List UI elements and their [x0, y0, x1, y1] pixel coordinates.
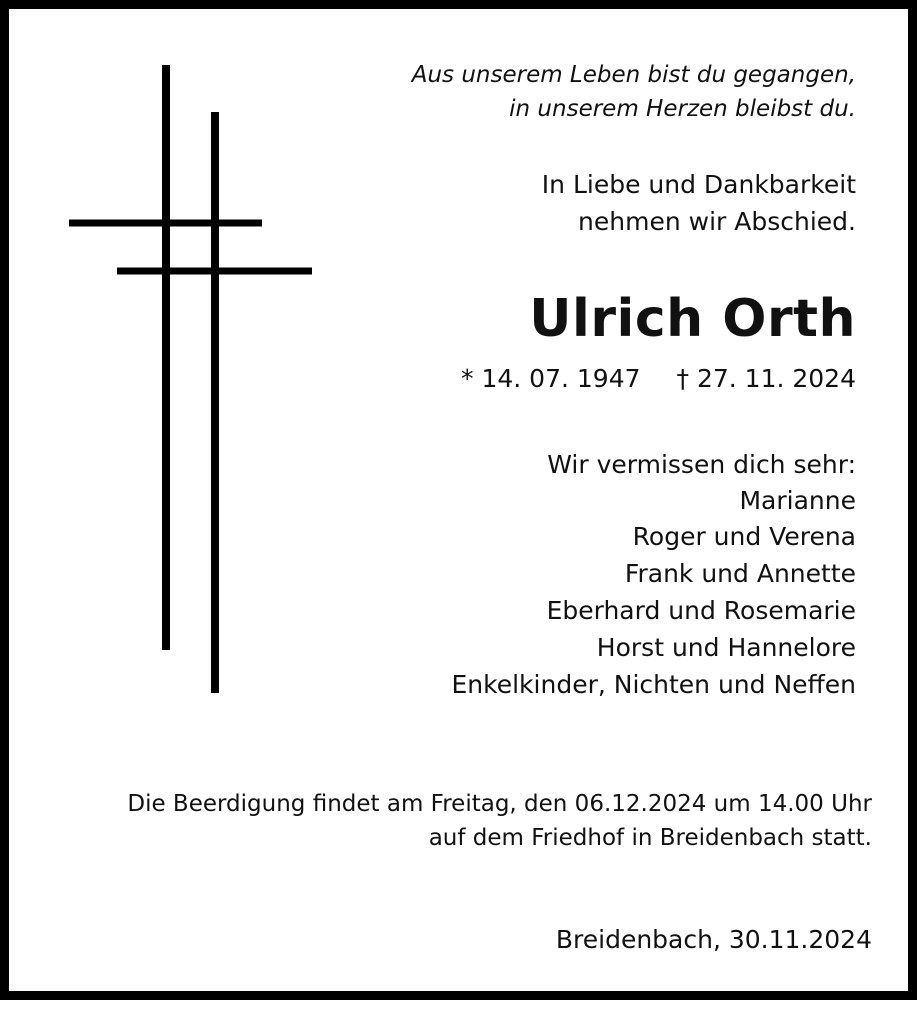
- mourner-name: Enkelkinder, Nichten und Neffen: [451, 670, 856, 699]
- mourner-name: Horst und Hannelore: [596, 633, 856, 662]
- motto-line-2: in unserem Herzen bleibst du.: [509, 96, 856, 122]
- place-and-date: Breidenbach, 30.11.2024: [555, 925, 872, 954]
- birth-date: * 14. 07. 1947: [461, 364, 641, 393]
- life-dates: [461, 366, 856, 391]
- mourner-name: Frank und Annette: [624, 559, 856, 588]
- funeral-line-2: auf dem Friedhof in Breidenbach statt.: [428, 825, 872, 851]
- mourners-heading: Wir vermissen dich sehr:: [547, 450, 856, 479]
- farewell-line-1: In Liebe und Dankbarkeit: [541, 170, 856, 199]
- motto-line-1: Aus unserem Leben bist du gegangen,: [411, 62, 856, 88]
- farewell-line-2: nehmen wir Abschied.: [578, 207, 856, 236]
- mourner-name: Eberhard und Rosemarie: [546, 596, 856, 625]
- death-date: † 27. 11. 2024: [676, 364, 856, 393]
- funeral-line-1: Die Beerdigung findet am Freitag, den 06.12.2024 um 14.00 Uhr: [127, 791, 872, 817]
- mourner-name: Roger und Verena: [632, 522, 856, 551]
- mourner-name: Marianne: [739, 486, 856, 515]
- deceased-name: Ulrich Orth: [529, 289, 856, 349]
